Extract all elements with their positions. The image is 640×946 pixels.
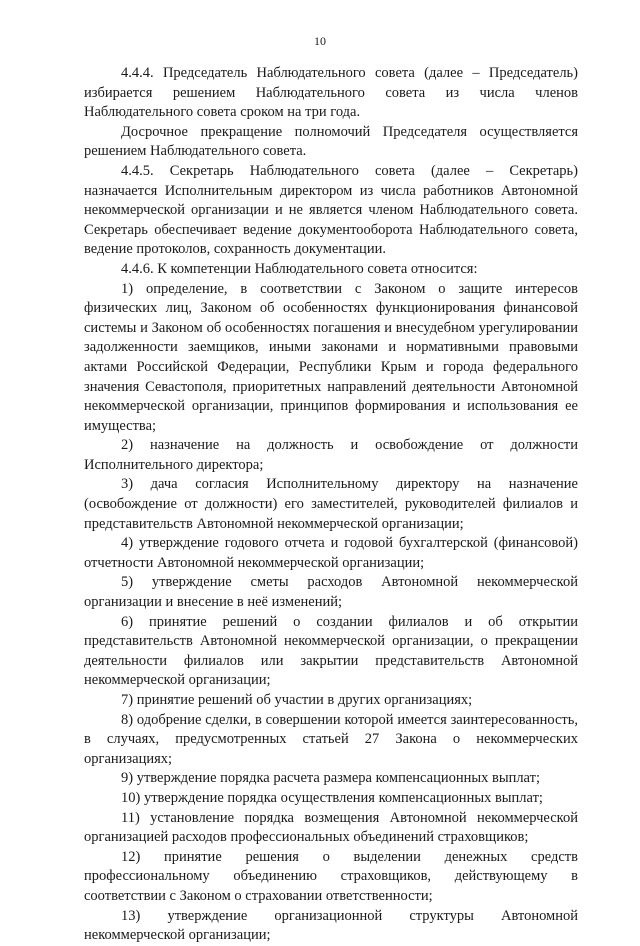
paragraph-4-4-4: 4.4.4. Председатель Наблюдательного совета (далее – Председатель) избирается решением Наблюдательного совета из числа членов Наблюдательного совета сроком на три года. [84,65,578,121]
paragraph-4-4-5: 4.4.5. Секретарь Наблюдательного совета (далее – Секретарь) назначается Исполнительным директором из числа работников Автономной некоммерческой организации и не является членом Наблюдательного совета. Секретарь обеспечивает ведение документооборота Наблюдательного совета, ведение протоколов, сохранность документации. [84,162,578,258]
list-item-11: 11) установление порядка возмещения Автономной некоммерческой организацией расходов профессиональных объединений страховщиков; [84,809,578,846]
list-item-6: 6) принятие решений о создании филиалов и об открытии представительств Автономной некоммерческой организации, о прекращении деятельности филиалов или закрытии представительств Автономной некоммерческой организации; [84,613,578,689]
list-item-12: 12) принятие решения о выделении денежных средств профессиональному объединению страховщиков, действующему в соответствии с Законом о страховании ответственности; [84,848,578,904]
list-item-9: 9) утверждение порядка расчета размера компенсационных выплат; [121,770,540,787]
list-item-3: 3) дача согласия Исполнительному директору на назначение (освобождение от должности) его заместителей, руководителей филиалов и представительств Автономной некоммерческой организации; [84,476,578,532]
page-number: 10 [314,34,326,48]
list-item-7: 7) принятие решений об участии в других организациях; [121,692,473,708]
list-item-5: 5) утверждение сметы расходов Автономной некоммерческой организации и внесение в неё изменений; [84,574,578,611]
list-item-10: 10) утверждение порядка осуществления компенсационных выплат; [121,789,543,806]
list-item-1: 1) определение, в соответствии с Законом о защите интересов физических лиц, Законом об особенностях функционирования финансовой системы и Законом об особенностях погашения и внесудебном урегулировании задолженности заемщиков, иными законами и нормативными правовыми актами Российской Федерации, Республики Крым и города федерального значения Севастополя, приоритетных направлений деятельности Автономной некоммерческой организации, принципов формирования и использования ее имущества; [84,280,578,434]
paragraph-early-termination: Досрочное прекращение полномочий Председателя осуществляется решением Наблюдательного совета. [84,123,578,160]
list-item-13: 13) утверждение организационной структуры Автономной некоммерческой организации; [84,907,578,944]
list-item-4: 4) утверждение годового отчета и годовой бухгалтерской (финансовой) отчетности Автономной некоммерческой организации; [84,535,578,571]
list-item-8: 8) одобрение сделки, в совершении которой имеется заинтересованность, в случаях, предусмотренных статьей 27 Закона о некоммерческих организациях; [84,711,578,767]
list-item-2: 2) назначение на должность и освобождение от должности Исполнительного директора; [84,437,578,473]
paragraph-4-4-6-heading: 4.4.6. К компетенции Наблюдательного совета относится: [121,260,478,277]
document-body [84,64,578,946]
